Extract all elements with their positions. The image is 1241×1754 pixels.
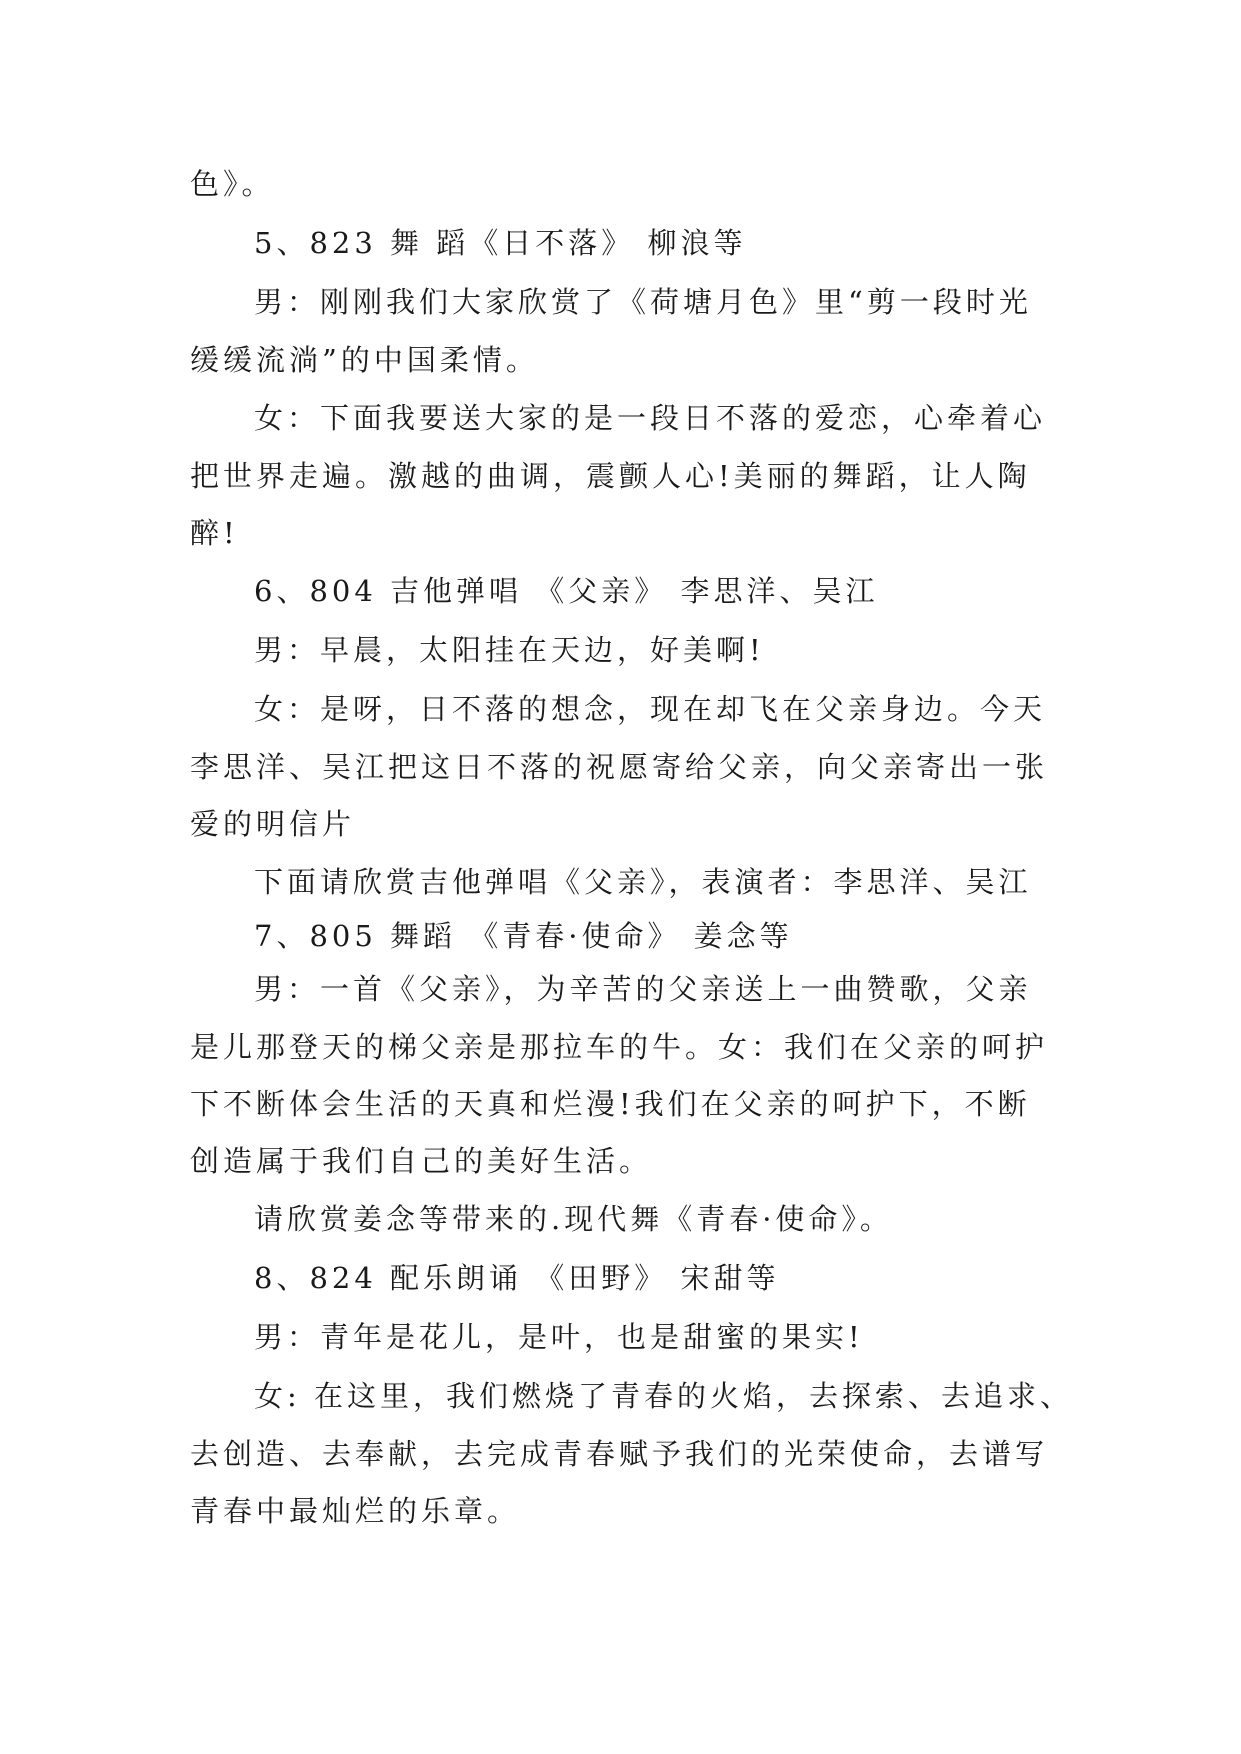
paragraph [190,853,1050,912]
paragraph [190,1367,1073,1540]
text-line: 请欣赏姜念等带来的.现代舞《青春·使命》。 [254,1202,893,1236]
text-line: 女：下面我要送大家的是一段日不落的爱恋，心牵着心 [254,401,1047,435]
paragraph [190,1308,1050,1367]
text-line: 把世界走遍。激越的曲调，震颤人心!美丽的舞蹈，让人陶 [190,459,1031,493]
program-item-8 [190,1249,1050,1308]
text-line: 李思洋、吴江把这日不落的祝愿寄给父亲，向父亲寄出一张 [190,750,1049,784]
text-line: 爱的明信片 [190,807,356,841]
program-item-6 [190,562,1050,621]
text-line: 是儿那登天的梯父亲是那拉车的牛。女：我们在父亲的呵护 [190,1030,1049,1064]
text-line: 去创造、去奉献，去完成青春赋予我们的光荣使命，去谱写 [190,1437,1049,1471]
text-line: 男：刚刚我们大家欣赏了《荷塘月色》里“剪一段时光 [254,285,1032,319]
paragraph [190,273,1050,389]
paragraph [190,960,1050,1190]
paragraph [190,1190,1050,1249]
program-heading: 7、805 舞蹈 《青春·使命》 姜念等 [254,919,793,953]
document-body [190,155,1073,1540]
text-line: 女: 在这里，我们燃烧了青春的火焰，去探索、去追求、 [254,1379,1073,1413]
text-line: 色》。 [190,167,275,201]
text-line: 醉! [190,516,239,550]
text-line: 男：早晨，太阳挂在天边，好美啊! [254,633,765,667]
program-heading: 6、804 吉他弹唱 《父亲》 李思洋、吴江 [254,574,879,608]
program-item-5 [190,214,1050,273]
paragraph [190,389,1050,562]
text-line: 创造属于我们自己的美好生活。 [190,1144,653,1178]
text-line: 下面请欣赏吉他弹唱《父亲》，表演者：李思洋、吴江 [254,865,1032,899]
text-line: 缓缓流淌”的中国柔情。 [190,343,539,377]
text-line: 女：是呀，日不落的想念，现在却飞在父亲身边。今天 [254,692,1047,726]
program-heading: 8、824 配乐朗诵 《田野》 宋甜等 [254,1261,780,1295]
paragraph [190,680,1050,853]
text-line: 男：一首《父亲》，为辛苦的父亲送上一曲赞歌，父亲 [254,972,1032,1006]
program-heading: 5、823 舞 蹈《日不落》 柳浪等 [254,226,747,260]
paragraph [190,155,1050,214]
text-line: 青春中最灿烂的乐章。 [190,1494,521,1528]
program-item-7 [190,912,1050,960]
text-line: 男：青年是花儿，是叶，也是甜蜜的果实! [254,1320,864,1354]
paragraph [190,621,1050,680]
text-line: 下不断体会生活的天真和烂漫!我们在父亲的呵护下，不断 [190,1087,1031,1121]
